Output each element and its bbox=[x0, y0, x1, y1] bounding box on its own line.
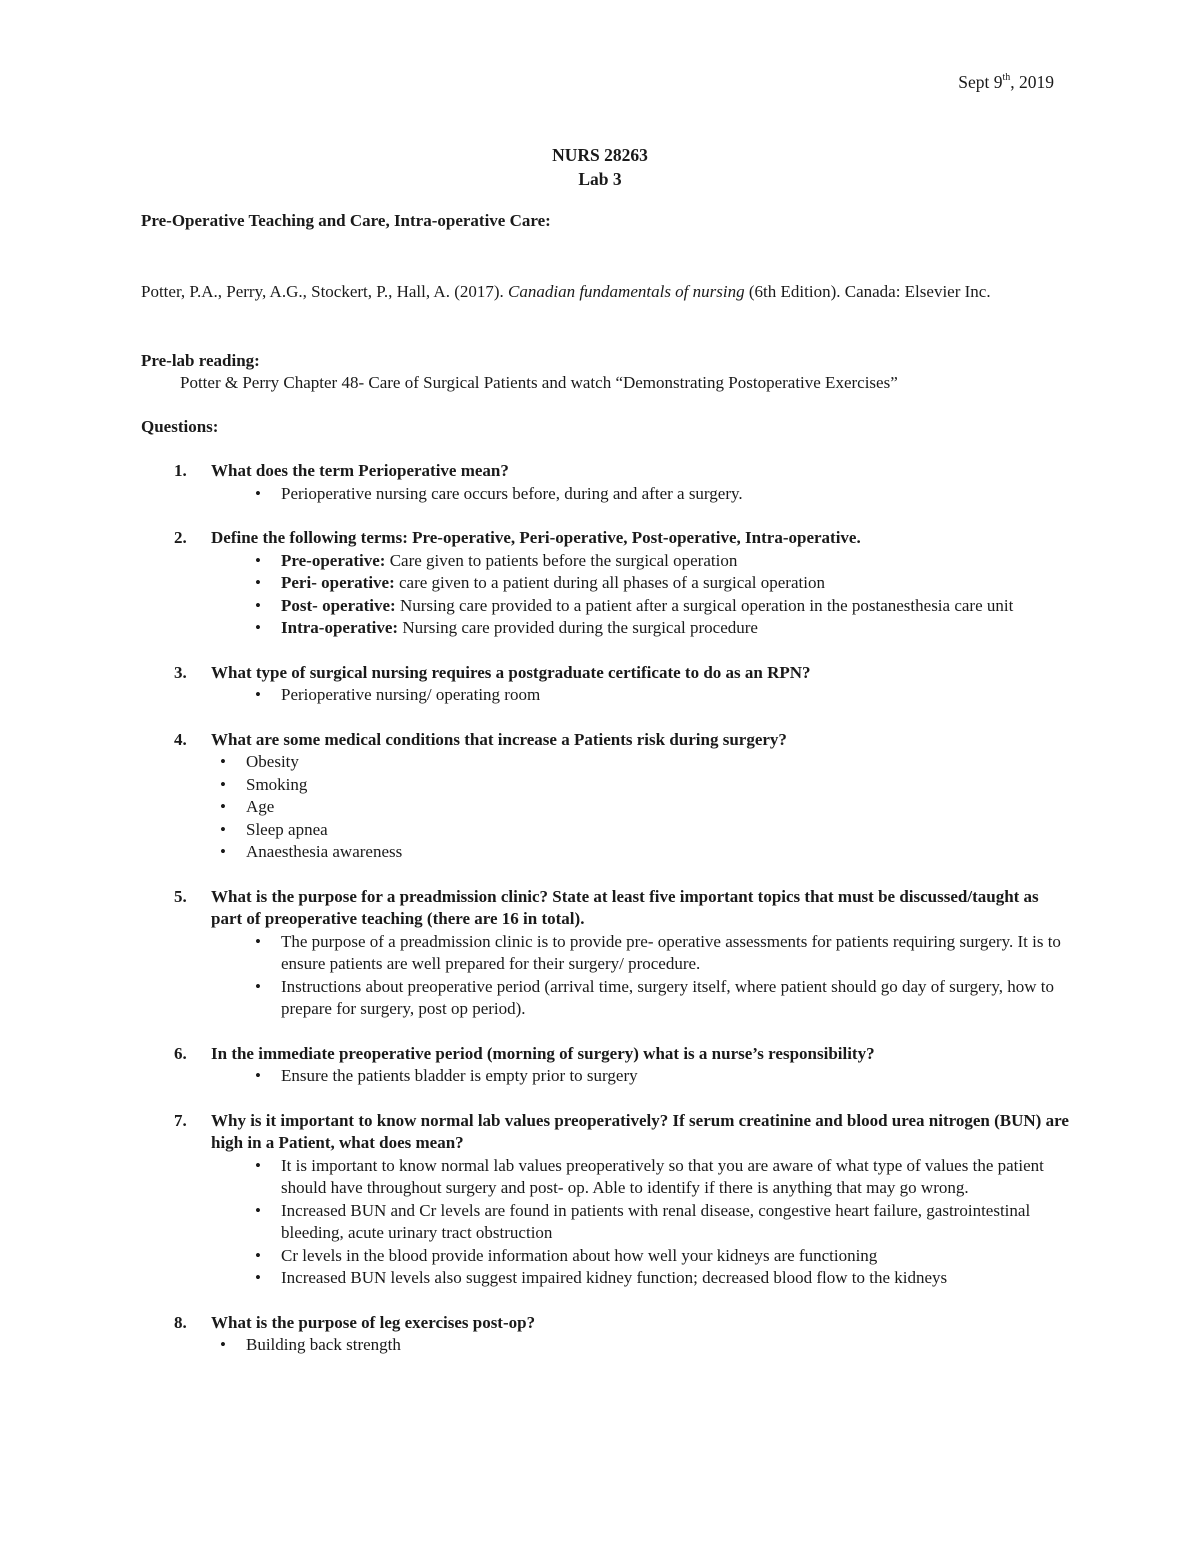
questions-list bbox=[141, 460, 1071, 1379]
answer-list bbox=[211, 550, 1071, 640]
answer-text: Increased BUN levels also suggest impaired kidney function; decreased blood flow to the kidneys bbox=[281, 1268, 948, 1287]
question-number: 7. bbox=[174, 1110, 187, 1130]
answer-term: Peri- operative: bbox=[281, 573, 395, 592]
answer-term: Post- operative: bbox=[281, 595, 396, 615]
answer-text: Age bbox=[246, 797, 275, 816]
reference-publisher: (6th Edition). Canada: Elsevier Inc. bbox=[748, 282, 991, 301]
question-text: What is the purpose of leg exercises post-op? bbox=[211, 1312, 536, 1332]
answer-text: Smoking bbox=[246, 774, 308, 794]
question-text: What are some medical conditions that increase a Patients risk during surgery? bbox=[211, 729, 787, 749]
question-item bbox=[141, 729, 1071, 864]
bullet-icon: • bbox=[255, 1066, 261, 1085]
bullet-icon: • bbox=[220, 1335, 226, 1354]
answer-item bbox=[211, 1245, 1071, 1268]
answer-item bbox=[211, 796, 1071, 819]
answer-item bbox=[211, 819, 1071, 842]
reference-citation bbox=[141, 280, 1071, 304]
answer-list bbox=[211, 684, 1071, 707]
answer-list bbox=[211, 931, 1071, 1021]
question-text: In the immediate preoperative period (morning of surgery) what is a nurse’s responsibility? bbox=[211, 1043, 875, 1063]
answer-text: It is important to know normal lab values preoperatively so that you are aware of what type of values the patient should have throughout surgery and post- op. Able to identify if there is anything that may go wrong. bbox=[281, 1155, 1044, 1197]
bullet-icon: • bbox=[220, 797, 226, 816]
answer-item bbox=[211, 976, 1071, 1021]
bullet-icon: • bbox=[255, 483, 261, 503]
answer-item bbox=[211, 617, 1071, 640]
answer-text: Nursing care provided to a patient after a surgical operation in the postanesthesia care unit bbox=[399, 595, 1014, 615]
bullet-icon: • bbox=[255, 685, 261, 704]
answer-list bbox=[211, 1065, 1071, 1088]
prelab-heading: Pre-lab reading: bbox=[141, 351, 260, 370]
answer-text: Perioperative nursing/ operating room bbox=[281, 685, 541, 704]
question-text: Define the following terms: Pre-operative, Peri-operative, Post-operative, Intra-operative. bbox=[211, 528, 861, 547]
bullet-icon: • bbox=[220, 774, 226, 794]
reference-authors: Potter, P.A., Perry, A.G., Stockert, P., Hall, A. (2017). bbox=[141, 282, 504, 301]
answer-item bbox=[211, 751, 1071, 774]
question-text: What is the purpose for a preadmission clinic? State at least five important topics that must be discussed/taught as part of preoperative teaching (there are 16 in total). bbox=[211, 886, 1039, 928]
answer-item bbox=[211, 550, 1071, 573]
date-year: , 2019 bbox=[1010, 72, 1054, 92]
answer-list bbox=[211, 1155, 1071, 1290]
bullet-icon: • bbox=[255, 976, 261, 996]
answer-item bbox=[211, 1334, 1071, 1357]
answer-term: Pre-operative: bbox=[281, 550, 386, 570]
answer-item bbox=[211, 841, 1071, 864]
question-text: Why is it important to know normal lab values preoperatively? If serum creatinine and blood urea nitrogen (BUN) are high in a Patient, what does mean? bbox=[211, 1110, 1069, 1152]
answer-term: Intra-operative: bbox=[281, 618, 399, 637]
question-number: 1. bbox=[174, 461, 187, 480]
answer-text: Building back strength bbox=[246, 1335, 401, 1354]
question-item bbox=[141, 460, 1071, 505]
date-day: Sept 9 bbox=[958, 72, 1003, 92]
bullet-icon: • bbox=[220, 819, 226, 839]
answer-item bbox=[211, 1200, 1071, 1245]
document-title: Pre-Operative Teaching and Care, Intra-operative Care: bbox=[141, 211, 551, 230]
answer-item bbox=[211, 931, 1071, 976]
answer-text: Sleep apnea bbox=[246, 819, 328, 839]
question-item bbox=[141, 527, 1071, 640]
answer-text: care given to a patient during all phases of a surgical operation bbox=[399, 573, 825, 592]
lab-number: Lab 3 bbox=[578, 169, 622, 189]
answer-text: Instructions about preoperative period (arrival time, surgery itself, where patient should go day of surgery, how to prepare for surgery, post op period). bbox=[281, 976, 1054, 1018]
question-item bbox=[141, 662, 1071, 707]
answer-item bbox=[211, 595, 1071, 618]
question-number: 6. bbox=[174, 1043, 187, 1063]
bullet-icon: • bbox=[255, 1245, 261, 1265]
question-item bbox=[141, 1312, 1071, 1357]
answer-list bbox=[211, 1334, 1071, 1357]
answer-item bbox=[211, 1065, 1071, 1088]
reference-book-title: Canadian fundamentals of nursing bbox=[508, 282, 745, 301]
answer-text: Anaesthesia awareness bbox=[246, 842, 403, 861]
question-number: 2. bbox=[174, 528, 187, 547]
document-date bbox=[958, 71, 1054, 94]
bullet-icon: • bbox=[255, 595, 261, 615]
question-item bbox=[141, 886, 1071, 1021]
answer-item bbox=[211, 684, 1071, 707]
prelab-text: Potter & Perry Chapter 48- Care of Surgical Patients and watch “Demonstrating Postoperative Exercises” bbox=[180, 373, 898, 392]
date-ordinal-suffix: th bbox=[1002, 72, 1011, 84]
answer-text: Cr levels in the blood provide information about how well your kidneys are functioning bbox=[281, 1245, 878, 1265]
bullet-icon: • bbox=[255, 931, 261, 951]
answer-text: The purpose of a preadmission clinic is to provide pre- operative assessments for patients requiring surgery. It is to ensure patients are well prepared for their surgery/ procedure. bbox=[281, 931, 1061, 973]
answer-list bbox=[211, 751, 1071, 864]
questions-heading: Questions: bbox=[141, 417, 219, 436]
bullet-icon: • bbox=[255, 1155, 261, 1175]
bullet-icon: • bbox=[255, 1268, 261, 1287]
answer-item bbox=[211, 572, 1071, 595]
bullet-icon: • bbox=[220, 752, 226, 771]
bullet-icon: • bbox=[255, 618, 261, 637]
question-number: 4. bbox=[174, 729, 187, 749]
answer-text: Perioperative nursing care occurs before, during and after a surgery. bbox=[281, 483, 743, 503]
answer-text: Ensure the patients bladder is empty prior to surgery bbox=[281, 1066, 638, 1085]
question-number: 3. bbox=[174, 662, 187, 682]
bullet-icon: • bbox=[255, 573, 261, 592]
question-item bbox=[141, 1043, 1071, 1088]
bullet-icon: • bbox=[255, 1200, 261, 1220]
answer-text: Care given to patients before the surgical operation bbox=[389, 550, 738, 570]
answer-item bbox=[211, 1267, 1071, 1290]
answer-text: Increased BUN and Cr levels are found in patients with renal disease, congestive heart failure, gastrointestinal bleeding, acute urinary tract obstruction bbox=[281, 1200, 1031, 1242]
course-code: NURS 28263 bbox=[552, 145, 648, 165]
question-number: 5. bbox=[174, 886, 187, 906]
answer-list bbox=[211, 483, 1071, 506]
answer-text: Obesity bbox=[246, 752, 299, 771]
course-heading bbox=[0, 143, 1200, 191]
question-item bbox=[141, 1110, 1071, 1290]
answer-item bbox=[211, 1155, 1071, 1200]
answer-text: Nursing care provided during the surgical procedure bbox=[402, 618, 758, 637]
question-text: What type of surgical nursing requires a postgraduate certificate to do as an RPN? bbox=[211, 662, 811, 682]
question-text: What does the term Perioperative mean? bbox=[211, 461, 509, 480]
answer-item bbox=[211, 774, 1071, 797]
question-number: 8. bbox=[174, 1312, 187, 1332]
bullet-icon: • bbox=[255, 550, 261, 570]
bullet-icon: • bbox=[220, 842, 226, 861]
answer-item bbox=[211, 483, 1071, 506]
